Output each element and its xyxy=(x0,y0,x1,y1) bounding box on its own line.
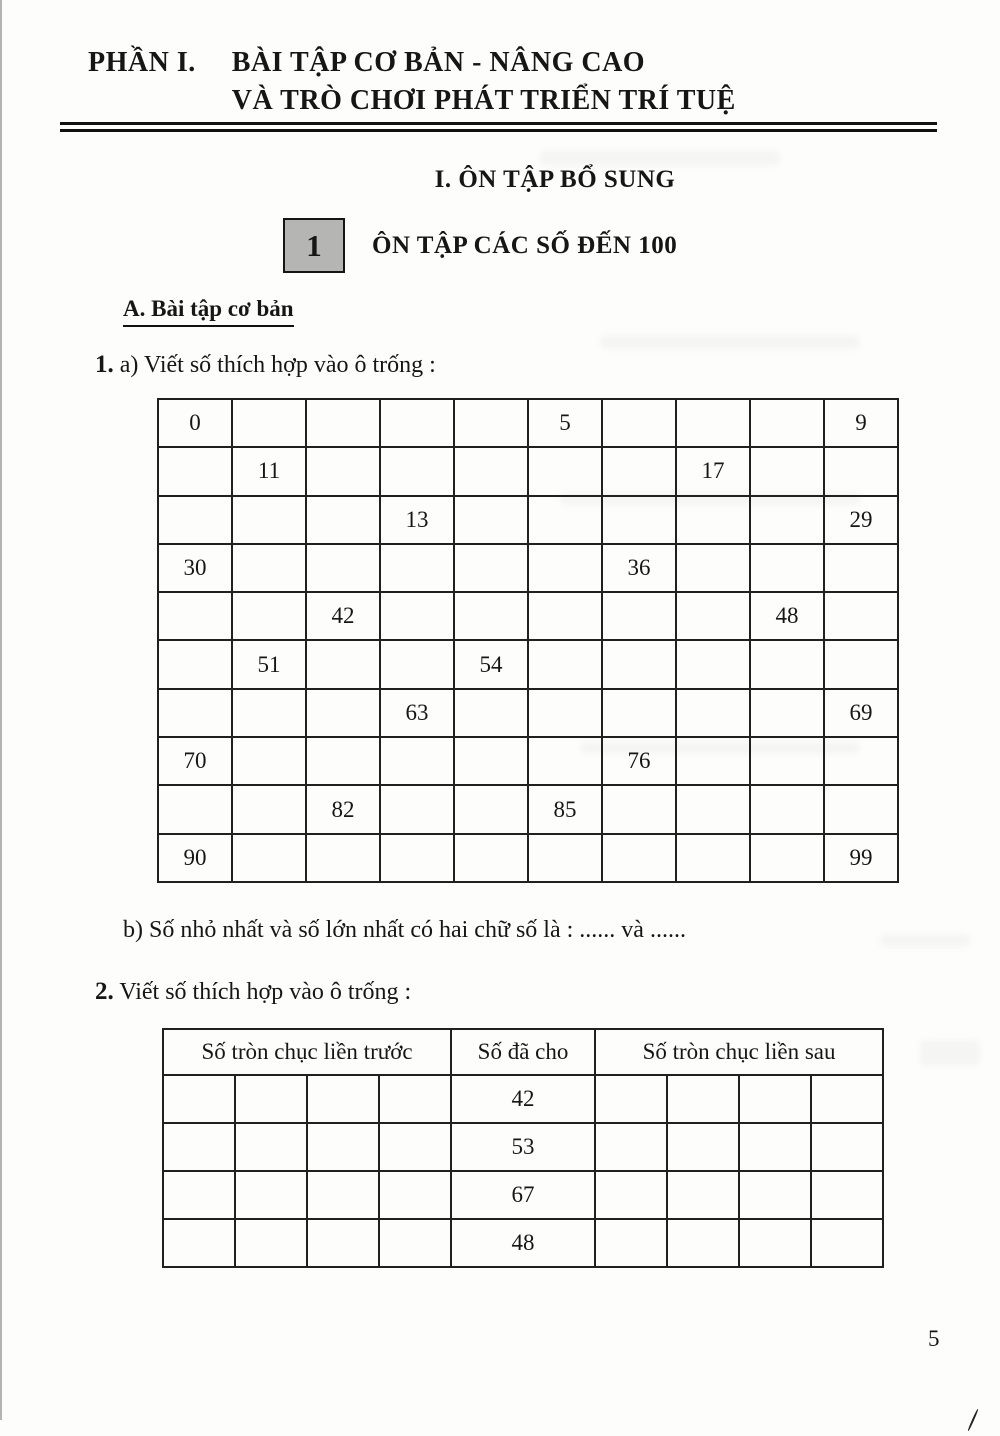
grid-cell-blank xyxy=(454,785,528,833)
grid-cell-blank xyxy=(232,399,306,447)
grid-cell-blank xyxy=(676,737,750,785)
exercise2-prompt-text: Viết số thích hợp vào ô trống : xyxy=(119,979,412,1005)
grid-cell-blank xyxy=(380,834,454,882)
round-after-blank-cell xyxy=(667,1075,739,1123)
grid-cell-filled: 85 xyxy=(528,785,602,833)
rounding-table-row xyxy=(163,1123,883,1171)
grid-cell-blank xyxy=(158,592,232,640)
grid-cell-filled: 5 xyxy=(528,399,602,447)
grid-cell-blank xyxy=(676,640,750,688)
grid-cell-filled: 0 xyxy=(158,399,232,447)
grid-cell-filled: 69 xyxy=(824,689,898,737)
round-after-blank-cell xyxy=(811,1123,883,1171)
grid-cell-blank xyxy=(232,592,306,640)
grid-cell-blank xyxy=(454,496,528,544)
grid-cell-blank xyxy=(380,399,454,447)
grid-cell-blank xyxy=(380,544,454,592)
section-title: I. ÔN TẬP BỔ SUNG xyxy=(434,166,676,193)
grid-cell-blank xyxy=(750,640,824,688)
grid-cell-blank xyxy=(824,592,898,640)
column-header-round-after: Số tròn chục liền sau xyxy=(595,1029,883,1075)
grid-cell-blank xyxy=(824,544,898,592)
grid-cell-filled: 76 xyxy=(602,737,676,785)
round-before-blank-cell xyxy=(163,1171,235,1219)
grid-cell-filled: 63 xyxy=(380,689,454,737)
round-after-blank-cell xyxy=(811,1171,883,1219)
grid-cell-blank xyxy=(602,834,676,882)
given-number-cell: 42 xyxy=(451,1075,595,1123)
grid-cell-blank xyxy=(528,496,602,544)
round-before-blank-cell xyxy=(235,1171,307,1219)
round-before-blank-cell xyxy=(307,1171,379,1219)
grid-cell-filled: 90 xyxy=(158,834,232,882)
grid-cell-filled: 30 xyxy=(158,544,232,592)
grid-cell-blank xyxy=(528,544,602,592)
grid-cell-blank xyxy=(602,592,676,640)
grid-cell-filled: 51 xyxy=(232,640,306,688)
part-title xyxy=(232,44,736,120)
round-before-blank-cell xyxy=(307,1219,379,1267)
exercise1-prompt-b: b) Số nhỏ nhất và số lớn nhất có hai chữ số là : ...... và ...... xyxy=(123,917,686,943)
grid-cell-blank xyxy=(454,737,528,785)
part-title-line1: BÀI TẬP CƠ BẢN - NÂNG CAO xyxy=(231,47,646,78)
grid-row xyxy=(158,447,898,495)
round-before-blank-cell xyxy=(235,1075,307,1123)
grid-cell-blank xyxy=(232,737,306,785)
grid-cell-blank xyxy=(602,399,676,447)
round-after-blank-cell xyxy=(667,1219,739,1267)
grid-cell-blank xyxy=(232,689,306,737)
round-before-blank-cell xyxy=(379,1171,451,1219)
grid-cell-blank xyxy=(454,447,528,495)
grid-cell-filled: 54 xyxy=(454,640,528,688)
subsection-heading: A. Bài tập cơ bản xyxy=(123,296,294,327)
scan-bleed-smudge xyxy=(540,150,780,166)
round-after-blank-cell xyxy=(595,1075,667,1123)
lesson-number-box xyxy=(283,218,345,273)
grid-cell-blank xyxy=(602,689,676,737)
given-number-cell: 53 xyxy=(451,1123,595,1171)
grid-cell-blank xyxy=(528,640,602,688)
grid-cell-blank xyxy=(528,592,602,640)
grid-cell-blank xyxy=(158,689,232,737)
grid-cell-blank xyxy=(750,834,824,882)
grid-cell-blank xyxy=(824,640,898,688)
grid-cell-blank xyxy=(454,544,528,592)
grid-cell-filled: 42 xyxy=(306,592,380,640)
grid-cell-blank xyxy=(824,737,898,785)
number-grid xyxy=(157,398,899,883)
scan-edge-left xyxy=(0,0,2,1420)
rounding-table-header-row xyxy=(163,1029,883,1075)
grid-row xyxy=(158,592,898,640)
grid-cell-filled: 9 xyxy=(824,399,898,447)
round-before-blank-cell xyxy=(379,1219,451,1267)
grid-cell-blank xyxy=(306,689,380,737)
grid-cell-filled: 82 xyxy=(306,785,380,833)
grid-cell-blank xyxy=(232,544,306,592)
grid-cell-blank xyxy=(306,496,380,544)
grid-cell-blank xyxy=(306,399,380,447)
part-title-line2: VÀ TRÒ CHƠI PHÁT TRIỂN TRÍ TUỆ xyxy=(231,85,736,116)
round-before-blank-cell xyxy=(307,1075,379,1123)
grid-cell-blank xyxy=(750,544,824,592)
part-label: PHẦN I. xyxy=(88,47,196,78)
grid-cell-blank xyxy=(232,834,306,882)
exercise1-number: 1. xyxy=(95,351,114,378)
grid-cell-blank xyxy=(158,496,232,544)
grid-cell-blank xyxy=(158,640,232,688)
exercise1-prompt-a xyxy=(95,351,436,379)
exercise1-prompt-a-text: a) Viết số thích hợp vào ô trống : xyxy=(119,352,436,378)
column-header-given-number: Số đã cho xyxy=(451,1029,595,1075)
round-before-blank-cell xyxy=(307,1123,379,1171)
grid-cell-blank xyxy=(380,737,454,785)
round-before-blank-cell xyxy=(163,1219,235,1267)
grid-cell-blank xyxy=(750,399,824,447)
given-number-cell: 48 xyxy=(451,1219,595,1267)
column-header-round-before: Số tròn chục liền trước xyxy=(163,1029,451,1075)
grid-cell-blank xyxy=(750,496,824,544)
corner-mark xyxy=(967,1409,979,1432)
grid-cell-blank xyxy=(380,785,454,833)
grid-cell-filled: 11 xyxy=(232,447,306,495)
grid-cell-blank xyxy=(750,689,824,737)
round-before-blank-cell xyxy=(163,1123,235,1171)
grid-cell-blank xyxy=(750,785,824,833)
grid-row xyxy=(158,785,898,833)
grid-cell-blank xyxy=(232,785,306,833)
scan-bleed-smudge xyxy=(920,1040,980,1066)
grid-cell-blank xyxy=(306,834,380,882)
grid-cell-blank xyxy=(380,447,454,495)
rounding-table-row xyxy=(163,1171,883,1219)
round-after-blank-cell xyxy=(739,1171,811,1219)
grid-cell-blank xyxy=(158,447,232,495)
grid-cell-blank xyxy=(676,834,750,882)
grid-cell-blank xyxy=(454,399,528,447)
rounding-table-row xyxy=(163,1075,883,1123)
grid-row xyxy=(158,544,898,592)
grid-cell-blank xyxy=(306,737,380,785)
grid-row xyxy=(158,496,898,544)
grid-cell-filled: 70 xyxy=(158,737,232,785)
scan-bleed-smudge xyxy=(880,934,970,947)
round-after-blank-cell xyxy=(739,1075,811,1123)
grid-cell-blank xyxy=(676,592,750,640)
grid-cell-blank xyxy=(528,447,602,495)
round-after-blank-cell xyxy=(811,1075,883,1123)
grid-cell-filled: 17 xyxy=(676,447,750,495)
lesson-number: 1 xyxy=(306,227,322,263)
grid-cell-blank xyxy=(602,640,676,688)
grid-cell-blank xyxy=(676,399,750,447)
scan-bleed-smudge xyxy=(600,335,860,349)
grid-cell-blank xyxy=(528,834,602,882)
round-after-blank-cell xyxy=(595,1171,667,1219)
exercise2-number: 2. xyxy=(95,978,114,1005)
round-after-blank-cell xyxy=(595,1219,667,1267)
round-after-blank-cell xyxy=(667,1171,739,1219)
grid-cell-blank xyxy=(306,447,380,495)
grid-cell-blank xyxy=(824,447,898,495)
grid-cell-blank xyxy=(602,496,676,544)
grid-cell-filled: 36 xyxy=(602,544,676,592)
round-after-blank-cell xyxy=(811,1219,883,1267)
round-after-blank-cell xyxy=(667,1123,739,1171)
grid-cell-filled: 48 xyxy=(750,592,824,640)
grid-cell-blank xyxy=(602,447,676,495)
round-after-blank-cell xyxy=(739,1219,811,1267)
grid-cell-blank xyxy=(602,785,676,833)
grid-cell-blank xyxy=(528,689,602,737)
grid-cell-blank xyxy=(306,640,380,688)
grid-cell-blank xyxy=(528,737,602,785)
round-after-blank-cell xyxy=(739,1123,811,1171)
grid-row xyxy=(158,640,898,688)
grid-cell-blank xyxy=(454,834,528,882)
grid-cell-blank xyxy=(380,592,454,640)
grid-cell-blank xyxy=(824,785,898,833)
round-before-blank-cell xyxy=(379,1123,451,1171)
grid-cell-blank xyxy=(750,737,824,785)
grid-row xyxy=(158,737,898,785)
grid-cell-blank xyxy=(750,447,824,495)
part-header xyxy=(88,44,736,120)
lesson-heading xyxy=(283,218,677,273)
round-before-blank-cell xyxy=(235,1219,307,1267)
round-after-blank-cell xyxy=(595,1123,667,1171)
lesson-title: ÔN TẬP CÁC SỐ ĐẾN 100 xyxy=(372,231,678,259)
rounding-table-row xyxy=(163,1219,883,1267)
grid-cell-blank xyxy=(676,544,750,592)
grid-row xyxy=(158,689,898,737)
rounding-table xyxy=(162,1028,884,1268)
round-before-blank-cell xyxy=(379,1075,451,1123)
grid-cell-blank xyxy=(232,496,306,544)
grid-cell-blank xyxy=(380,640,454,688)
grid-cell-blank xyxy=(676,689,750,737)
grid-row xyxy=(158,834,898,882)
given-number-cell: 67 xyxy=(451,1171,595,1219)
grid-cell-filled: 13 xyxy=(380,496,454,544)
grid-cell-blank xyxy=(454,592,528,640)
grid-cell-blank xyxy=(676,785,750,833)
grid-cell-filled: 99 xyxy=(824,834,898,882)
grid-cell-blank xyxy=(454,689,528,737)
page-number: 5 xyxy=(928,1326,940,1351)
grid-cell-blank xyxy=(306,544,380,592)
grid-row xyxy=(158,399,898,447)
grid-cell-blank xyxy=(158,785,232,833)
grid-cell-blank xyxy=(676,496,750,544)
round-before-blank-cell xyxy=(163,1075,235,1123)
grid-cell-filled: 29 xyxy=(824,496,898,544)
round-before-blank-cell xyxy=(235,1123,307,1171)
exercise2-prompt xyxy=(95,978,411,1006)
header-divider xyxy=(60,122,937,132)
